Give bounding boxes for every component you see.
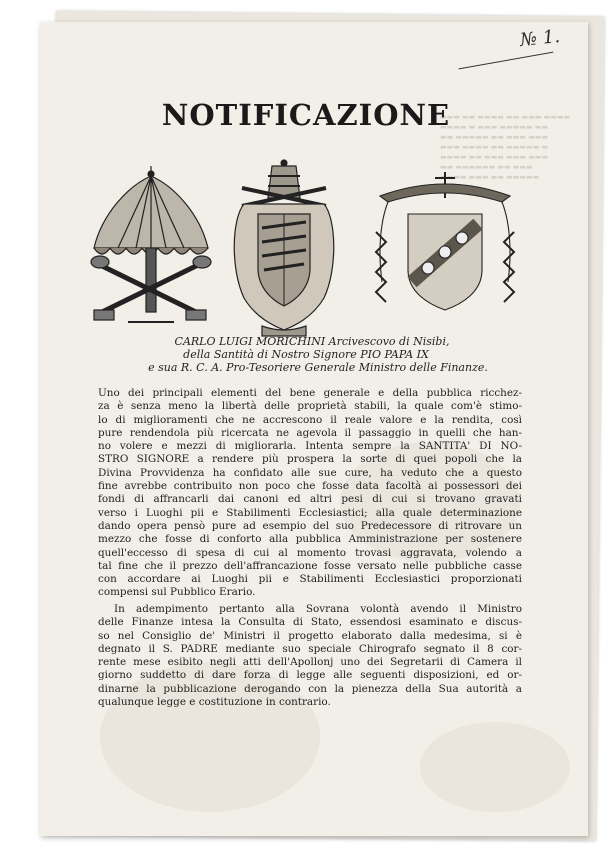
text-line: Uno dei principali elementi del bene generale e della pubblica ricchez- xyxy=(98,387,522,399)
text-line: degnato il S. PADRE mediante suo speciale Chirografo segnato il 8 cor- xyxy=(98,642,522,655)
ombrellino-emblem xyxy=(88,162,214,332)
text-line: no volere e mezzi di migliorarla. Intenta sempre la SANTITA' DI NO- xyxy=(98,440,522,453)
paragraph-1 xyxy=(98,387,522,600)
page-number-annotation: № 1. xyxy=(519,25,561,52)
text-line: lo di miglioramenti che ne accrescono il reale valore e la rendita, così xyxy=(98,413,522,426)
text-line: so nel Consiglio de' Ministri il progetto elaborato dalla medesima, si è xyxy=(98,629,522,642)
issuer-name: CARLO LUIGI MORICHINI Arcivescovo di Nisibi, xyxy=(174,335,450,348)
text-line: quell'eccesso di spesa di cui al momento trovasi aggravata, volendo a xyxy=(98,546,522,559)
text-line: Divina Provvidenza ha confidato alle sue cure, ha veduto che a questo xyxy=(98,466,522,479)
text-line: za è senza meno la libertà delle proprietà stabili, la quale com'è stimo- xyxy=(98,400,522,413)
issuer-line-3: e sua R. C. A. Pro-Tesoriere Generale Ministro delle Finanze. xyxy=(148,361,488,374)
text-line: giorno suddetto di dare forza di legge alle seguenti disposizioni, ed or- xyxy=(98,669,522,682)
issuer-line-2: della Santità di Nostro Signore PIO PAPA IX xyxy=(183,348,429,361)
text-line: dando opera pensò pure ad esempio del suo Predecessore di ritrovare un xyxy=(98,519,522,532)
text-line: tal fine che il prezzo dell'affrancazione fosse versato nelle pubbliche casse xyxy=(98,559,522,572)
text-line: pure rendendola più ricercata ne agevola il passaggio in quelli che han- xyxy=(98,426,522,439)
text-line: con accordare ai Luoghi pii e Stabilimenti Ecclesiastici proporzionati xyxy=(98,573,522,586)
text-line: qualunque legge e costituzione in contrario. xyxy=(98,696,331,709)
text-line: mezzo che fosse di conforto alla pubblica Amministrazione per sostenere xyxy=(98,533,522,546)
text-line: fondi di affrancarli dai canoni ed altri pesi di cui si trovano gravati xyxy=(98,493,522,506)
text-line: STRO SIGNORE a rendere più prospera la sorte di quei popoli che la xyxy=(98,453,522,466)
document-title: NOTIFICAZIONE xyxy=(161,98,451,132)
text-line: compensi sul Pubblico Erario. xyxy=(98,586,256,599)
bleed-through-text: ▬▬▬ ▬▬ ▬▬▬▬ ▬▬ ▬▬▬ ▬▬▬▬ ▬▬▬▬ ▬ ▬▬▬ ▬▬▬▬▬ ▬▬ ▬▬ ▬▬▬▬▬ ▬▬ ▬▬▬ ▬▬▬ ▬▬▬ ▬▬▬▬ ▬▬ ▬▬▬▬▬ ▬ ▬▬▬▬ ▬▬ ▬▬▬ ▬▬▬ ▬▬▬ ▬▬ ▬▬▬▬▬▬ ▬▬ ▬▬▬ ▬▬▬▬ ▬▬▬ ▬▬ ▬▬▬▬▬ xyxy=(440,113,571,181)
text-line: fine avrebbe contribuito non poco che fosse data facoltà ai possessori dei xyxy=(98,480,522,493)
text-line: dinarne la pubblicazione derogando con la pienezza della Sua autorità a xyxy=(98,682,522,695)
paragraph-2 xyxy=(98,603,522,709)
papal-arms-emblem xyxy=(222,158,346,338)
text-line: rente mese esibito negli atti dell'Apollonj uno dei Segretarii di Camera il xyxy=(98,656,522,669)
archbishop-arms-emblem xyxy=(372,162,518,322)
text-line: In adempimento pertanto alla Sovrana volontà avendo il Ministro xyxy=(114,603,522,615)
issuer-header xyxy=(0,335,612,374)
text-line: verso i Luoghi pii e Stabilimenti Ecclesiastici; alla quale determinazione xyxy=(98,506,522,519)
text-line: delle Finanze intesa la Consulta di Stato, essendosi esaminato e discus- xyxy=(98,616,522,629)
